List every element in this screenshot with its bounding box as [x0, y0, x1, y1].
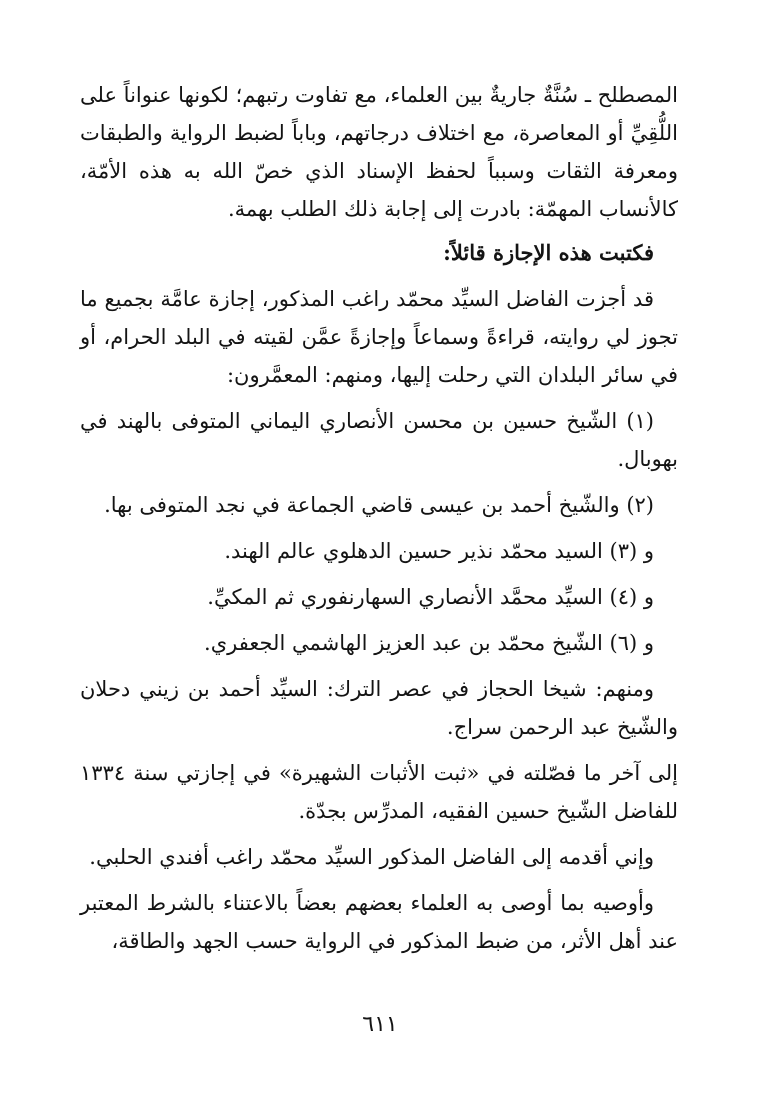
paragraph-10: إلى آخر ما فصّلته في «ثبت الأثبات الشهيرة» في إجازتي سنة ١٣٣٤ للفاضل الشّيخ حسين الفقيه، المدرِّس بجدّة. [80, 761, 678, 823]
paragraph-3: قد أجزت الفاضل السيِّد محمّد راغب المذكور، إجازة عامَّة بجميع ما تجوز لي روايته، قراءةً وسماعاً وإجازةً عمَّن لقيته في البلد الحرام، أو في سائر البلدان التي رحلت إليها، ومنهم: المعمَّرون: [80, 287, 678, 387]
paragraph-11: وإني أقدمه إلى الفاضل المذكور السيِّد محمّد راغب أفندي الحلبي. [89, 845, 654, 869]
list-item-6: و (٦) الشّيخ محمّد بن عبد العزيز الهاشمي الجعفري. [204, 631, 654, 655]
list-item-4: و (٤) السيِّد محمَّد الأنصاري السهارنفوري ثم المكيِّ. [207, 585, 654, 609]
list-item-1: (١) الشّيخ حسين بن محسن الأنصاري اليماني المتوفى بالهند في بهوبال. [80, 409, 678, 471]
paragraph-9: ومنهم: شيخا الحجاز في عصر الترك: السيِّد أحمد بن زيني دحلان والشّيخ عبد الرحمن سراج. [80, 677, 678, 739]
page-number: ٦١١ [362, 1012, 398, 1037]
paragraph-1: المصطلح ـ سُنَّةٌ جاريةٌ بين العلماء، مع تفاوت رتبهم؛ لكونها عنواناً على اللُّقِيِّ أو المعاصرة، مع اختلاف درجاتهم، وباباً لضبط الرواية والطبقات ومعرفة الثقات وسبباً لحفظ الإسناد الذي خصّ الله به هذه الأمّة، كالأنساب المهمّة: بادرت إلى إجابة ذلك الطلب بهمة. [80, 83, 678, 221]
body-text [80, 76, 678, 960]
list-item-3: و (٣) السيد محمّد نذير حسين الدهلوي عالم الهند. [224, 539, 654, 563]
list-item-2: (٢) والشّيخ أحمد بن عيسى قاضي الجماعة في نجد المتوفى بها. [104, 493, 654, 517]
paragraph-12: وأوصيه بما أوصى به العلماء بعضهم بعضاً بالاعتناء بالشرط المعتبر عند أهل الأثر، من ضبط المذكور في الرواية حسب الجهد والطاقة، [80, 891, 678, 953]
section-heading: فكتبت هذه الإجازة قائلاً: [443, 240, 654, 265]
